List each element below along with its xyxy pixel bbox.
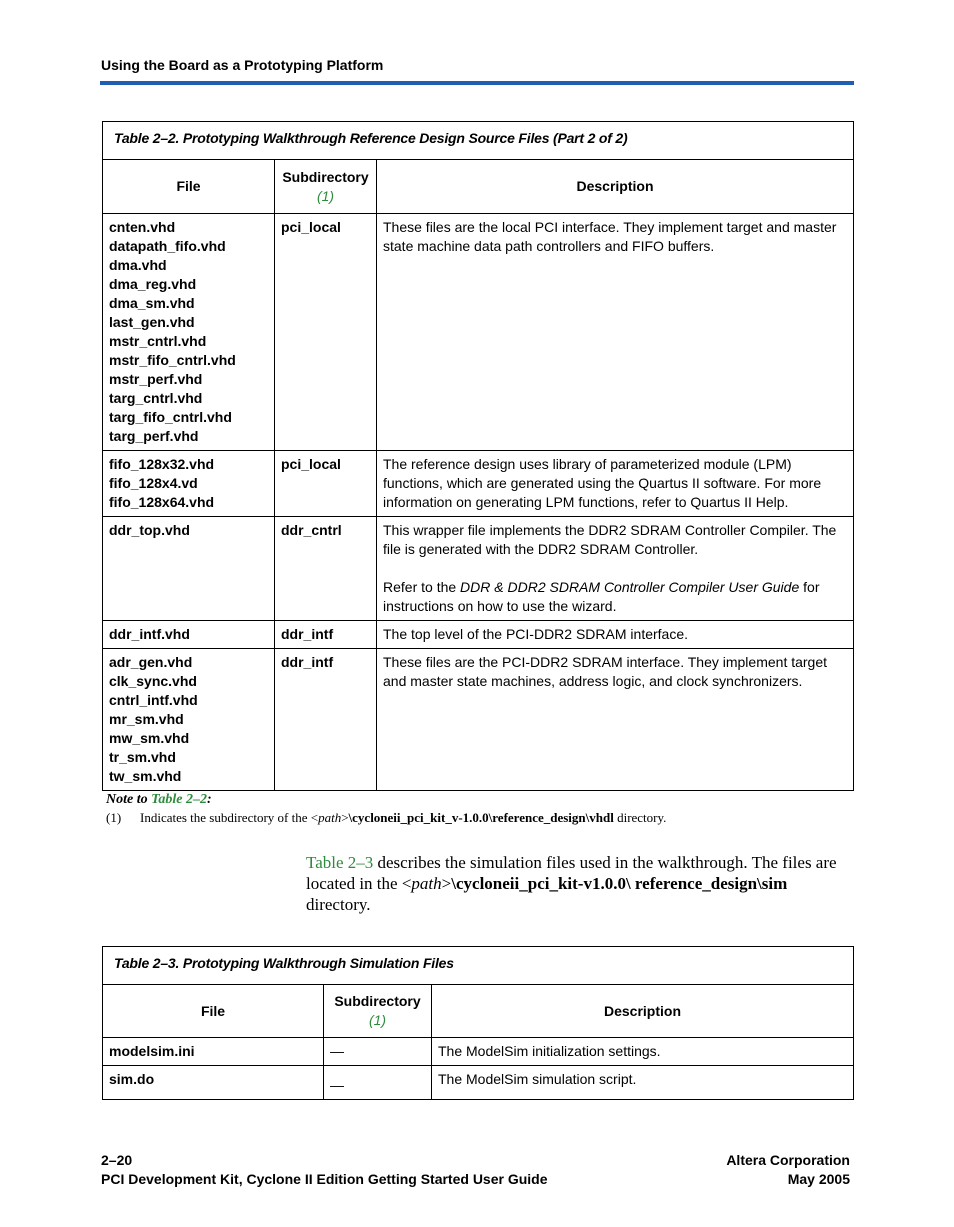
- table-caption: Table 2–3. Prototyping Walkthrough Simulation Files: [103, 947, 854, 985]
- file-name: ddr_intf.vhd: [109, 626, 190, 642]
- table-note: [106, 792, 212, 808]
- col-header-subdirectory: [324, 985, 432, 1038]
- file-name: sim.do: [103, 1066, 324, 1100]
- desc-text: Refer to the: [383, 579, 461, 595]
- footnote-text: Indicates the subdirectory of the <: [140, 810, 319, 825]
- note-label: Note to: [106, 792, 152, 807]
- subdirectory-cell: pci_local: [275, 214, 377, 451]
- footnote-directory: \cycloneii_pci_kit_v-1.0.0\reference_design\vhdl: [348, 810, 614, 825]
- file-list: [103, 517, 275, 621]
- subdirectory-cell: pci_local: [275, 451, 377, 517]
- subdirectory-cell: ddr_cntrl: [275, 517, 377, 621]
- file-name: cnten.vhd: [109, 219, 176, 235]
- footnote-path: path: [318, 810, 342, 825]
- file-name: mstr_perf.vhd: [109, 371, 203, 387]
- file-name: cntrl_intf.vhd: [109, 692, 198, 708]
- table-row: [103, 451, 854, 517]
- file-name: dma.vhd: [109, 257, 167, 273]
- description-cell: These files are the PCI-DDR2 SDRAM interface. They implement target and master state machines, address logic, and clock synchronizers.: [377, 649, 854, 791]
- file-name: last_gen.vhd: [109, 314, 195, 330]
- publish-date: May 2005: [787, 1171, 850, 1187]
- footer-left: [101, 1151, 548, 1189]
- file-name: mw_sm.vhd: [109, 730, 190, 746]
- footnote-ref[interactable]: (1): [368, 1012, 387, 1028]
- paragraph-directory: \cycloneii_pci_kit-v1.0.0\ reference_design\sim: [451, 874, 788, 893]
- note-colon: :: [206, 792, 212, 807]
- footnote-text: >: [341, 810, 349, 825]
- table-row: [103, 1066, 854, 1100]
- table-row: [103, 1038, 854, 1066]
- table-row: [103, 649, 854, 791]
- file-name: dma_sm.vhd: [109, 295, 195, 311]
- file-name: clk_sync.vhd: [109, 673, 197, 689]
- file-name: mr_sm.vhd: [109, 711, 184, 727]
- desc-text: for instructions on how to use the wizard.: [383, 579, 820, 614]
- table-row: [103, 214, 854, 451]
- file-name: mstr_cntrl.vhd: [109, 333, 207, 349]
- body-paragraph: [306, 852, 856, 915]
- table-row: [103, 517, 854, 621]
- file-name: targ_perf.vhd: [109, 428, 199, 444]
- paragraph-text: >: [441, 874, 452, 893]
- table-row: [103, 621, 854, 649]
- page-number: 2–20: [101, 1152, 133, 1168]
- file-name: dma_reg.vhd: [109, 276, 197, 292]
- col-header-subdirectory: [275, 160, 377, 214]
- paragraph-text: directory.: [306, 895, 371, 914]
- file-name: tw_sm.vhd: [109, 768, 182, 784]
- description-cell: The ModelSim simulation script.: [432, 1066, 854, 1100]
- file-name: mstr_fifo_cntrl.vhd: [109, 352, 236, 368]
- footer-right: [726, 1151, 850, 1189]
- file-list: [103, 214, 275, 451]
- table-link[interactable]: Table 2–2: [151, 792, 207, 807]
- table-caption: Table 2–2. Prototyping Walkthrough Reference Design Source Files (Part 2 of 2): [103, 122, 854, 160]
- source-files-table: [102, 121, 854, 791]
- footnote-ref[interactable]: (1): [316, 187, 335, 204]
- file-name: ddr_top.vhd: [109, 522, 190, 538]
- file-list: [103, 621, 275, 649]
- col-header-file: File: [103, 985, 324, 1038]
- paragraph-text: describes the simulation files used in the walkthrough. The files are located in the <: [306, 853, 837, 893]
- subdirectory-cell: —: [324, 1038, 432, 1066]
- col-header-file: File: [103, 160, 275, 214]
- file-name: tr_sm.vhd: [109, 749, 176, 765]
- file-list: [103, 649, 275, 791]
- guide-title: PCI Development Kit, Cyclone II Edition Getting Started User Guide: [101, 1171, 548, 1187]
- file-name: adr_gen.vhd: [109, 654, 193, 670]
- file-name: fifo_128x32.vhd: [109, 456, 215, 472]
- table-link[interactable]: Table 2–3: [306, 853, 374, 872]
- file-name: targ_cntrl.vhd: [109, 390, 203, 406]
- file-name: fifo_128x64.vhd: [109, 494, 215, 510]
- col-header-subdirectory-label: Subdirectory: [334, 993, 421, 1009]
- simulation-files-table: [102, 946, 854, 1100]
- footnote-text: directory.: [613, 810, 667, 825]
- subdirectory-cell: —: [324, 1066, 432, 1100]
- description-cell: The reference design uses library of parameterized module (LPM) functions, which are generated using the Quartus II software. For more information on generating LPM functions, refer to Quartus II Help.: [377, 451, 854, 517]
- col-header-description: Description: [377, 160, 854, 214]
- running-header: Using the Board as a Prototyping Platform: [101, 57, 384, 73]
- paragraph-path: path: [411, 874, 442, 893]
- description-text: This wrapper file implements the DDR2 SDRAM Controller Compiler. The file is generated with the DDR2 SDRAM Controller.: [383, 522, 837, 557]
- file-name: fifo_128x4.vd: [109, 475, 198, 491]
- description-text-2: [383, 578, 847, 616]
- file-name: targ_fifo_cntrl.vhd: [109, 409, 232, 425]
- footnote: [106, 810, 666, 826]
- file-list: [103, 451, 275, 517]
- company-name: Altera Corporation: [726, 1152, 850, 1168]
- footnote-number: (1): [106, 810, 122, 825]
- description-cell: The top level of the PCI-DDR2 SDRAM interface.: [377, 621, 854, 649]
- description-cell: [377, 517, 854, 621]
- header-rule: [100, 81, 854, 85]
- file-name: modelsim.ini: [103, 1038, 324, 1066]
- col-header-description: Description: [432, 985, 854, 1038]
- col-header-subdirectory-label: Subdirectory: [282, 168, 369, 185]
- doc-title: DDR & DDR2 SDRAM Controller Compiler User Guide: [460, 579, 800, 595]
- subdirectory-cell: ddr_intf: [275, 649, 377, 791]
- subdirectory-cell: ddr_intf: [275, 621, 377, 649]
- description-cell: These files are the local PCI interface. They implement target and master state machine data path controllers and FIFO buffers.: [377, 214, 854, 451]
- description-cell: The ModelSim initialization settings.: [432, 1038, 854, 1066]
- file-name: datapath_fifo.vhd: [109, 238, 226, 254]
